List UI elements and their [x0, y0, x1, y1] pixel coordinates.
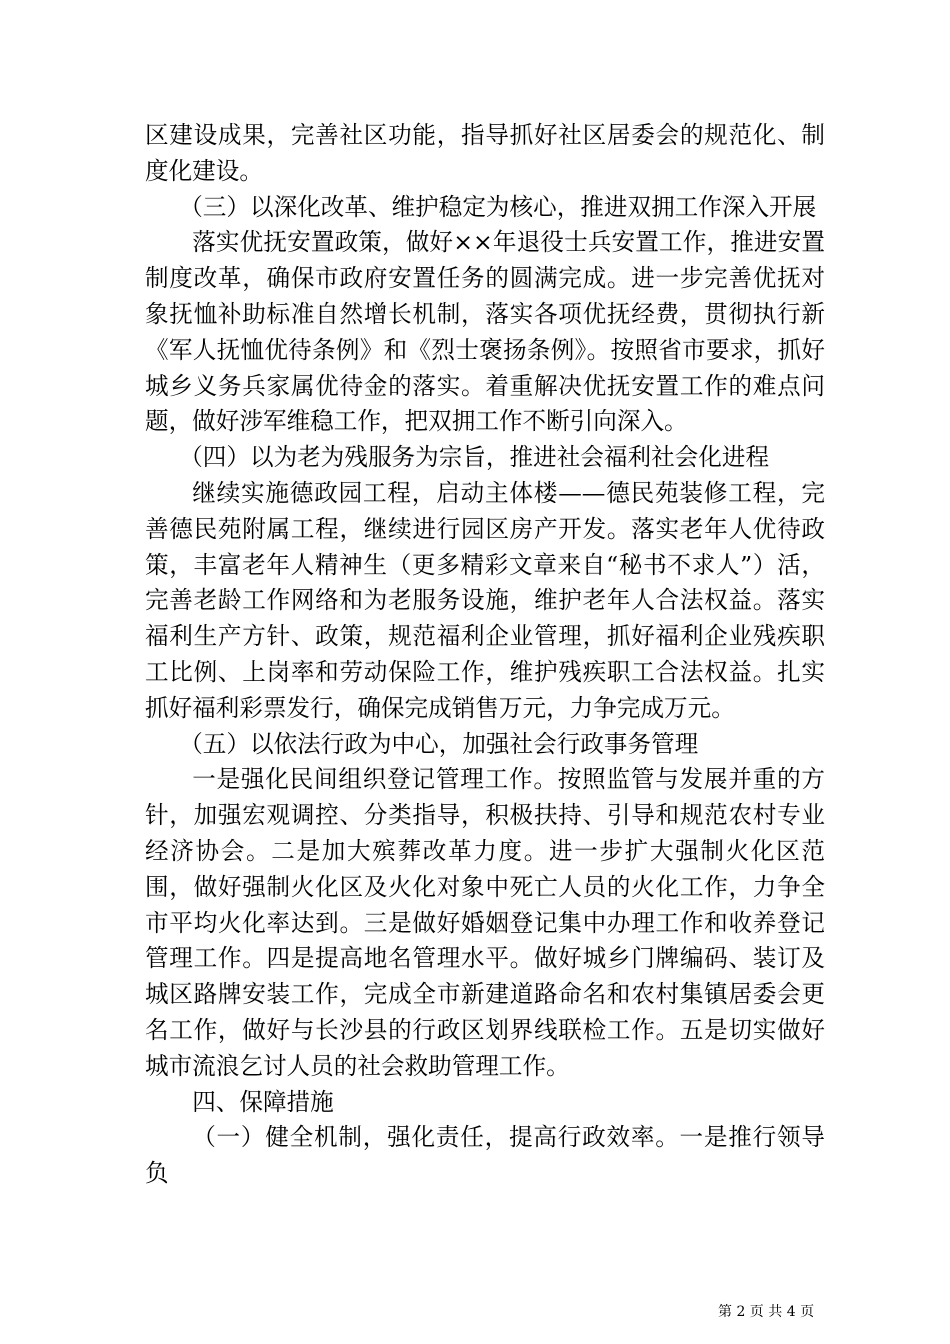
paragraph-continued: 区建设成果，完善社区功能，指导抓好社区居委会的规范化、制度化建设。	[145, 121, 825, 185]
body-text	[145, 118, 825, 1192]
paragraph: 落实优抚安置政策，做好××年退役士兵安置工作，推进安置制度改革，确保市政府安置任务的圆满完成。进一步完善优抚对象抚恤补助标准自然增长机制，落实各项优抚经费，贯彻执行新《军人抚恤优待条例》和《烈士褒扬条例》。按照省市要求，抓好城乡义务兵家属优待金的落实。着重解决优抚安置工作的难点问题，做好涉军维稳工作，把双拥工作不断引向深入。	[145, 228, 825, 436]
paragraph: 继续实施德政园工程，启动主体楼——德民苑装修工程，完善德民苑附属工程，继续进行园区房产开发。落实老年人优待政策，丰富老年人精神生（更多精彩文章来自“秘书不求人”）活，完善老龄工作网络和为老服务设施，维护老年人合法权益。落实福利生产方针、政策，规范福利企业管理，抓好福利企业残疾职工比例、上岗率和劳动保险工作，维护残疾职工合法权益。扎实抓好福利彩票发行，确保完成销售万元，力争完成万元。	[145, 478, 825, 722]
section-heading: 四、保障措施	[192, 1087, 334, 1116]
page-number: 第 2 页 共 4 页	[718, 1304, 815, 1320]
paragraph: 一是强化民间组织登记管理工作。按照监管与发展并重的方针，加强宏观调控、分类指导，积极扶持、引导和规范农村专业经济协会。二是加大殡葬改革力度。进一步扩大强制火化区范围，做好强制火化区及火化对象中死亡人员的火化工作，力争全市平均火化率达到。三是做好婚姻登记集中办理工作和收养登记管理工作。四是提高地名管理水平。做好城乡门牌编码、装订及城区路牌安装工作，完成全市新建道路命名和农村集镇居委会更名工作，做好与长沙县的行政区划界线联检工作。五是切实做好城市流浪乞讨人员的社会救助管理工作。	[145, 765, 825, 1080]
subheading-3: （三）以深化改革、维护稳定为核心，推进双拥工作深入开展	[179, 192, 817, 221]
subheading-5: （五）以依法行政为中心，加强社会行政事务管理	[179, 729, 699, 758]
paragraph: （一）健全机制，强化责任，提高行政效率。一是推行领导负	[145, 1123, 825, 1188]
subheading-4: （四）以为老为残服务为宗旨，推进社会福利社会化进程	[179, 443, 770, 472]
